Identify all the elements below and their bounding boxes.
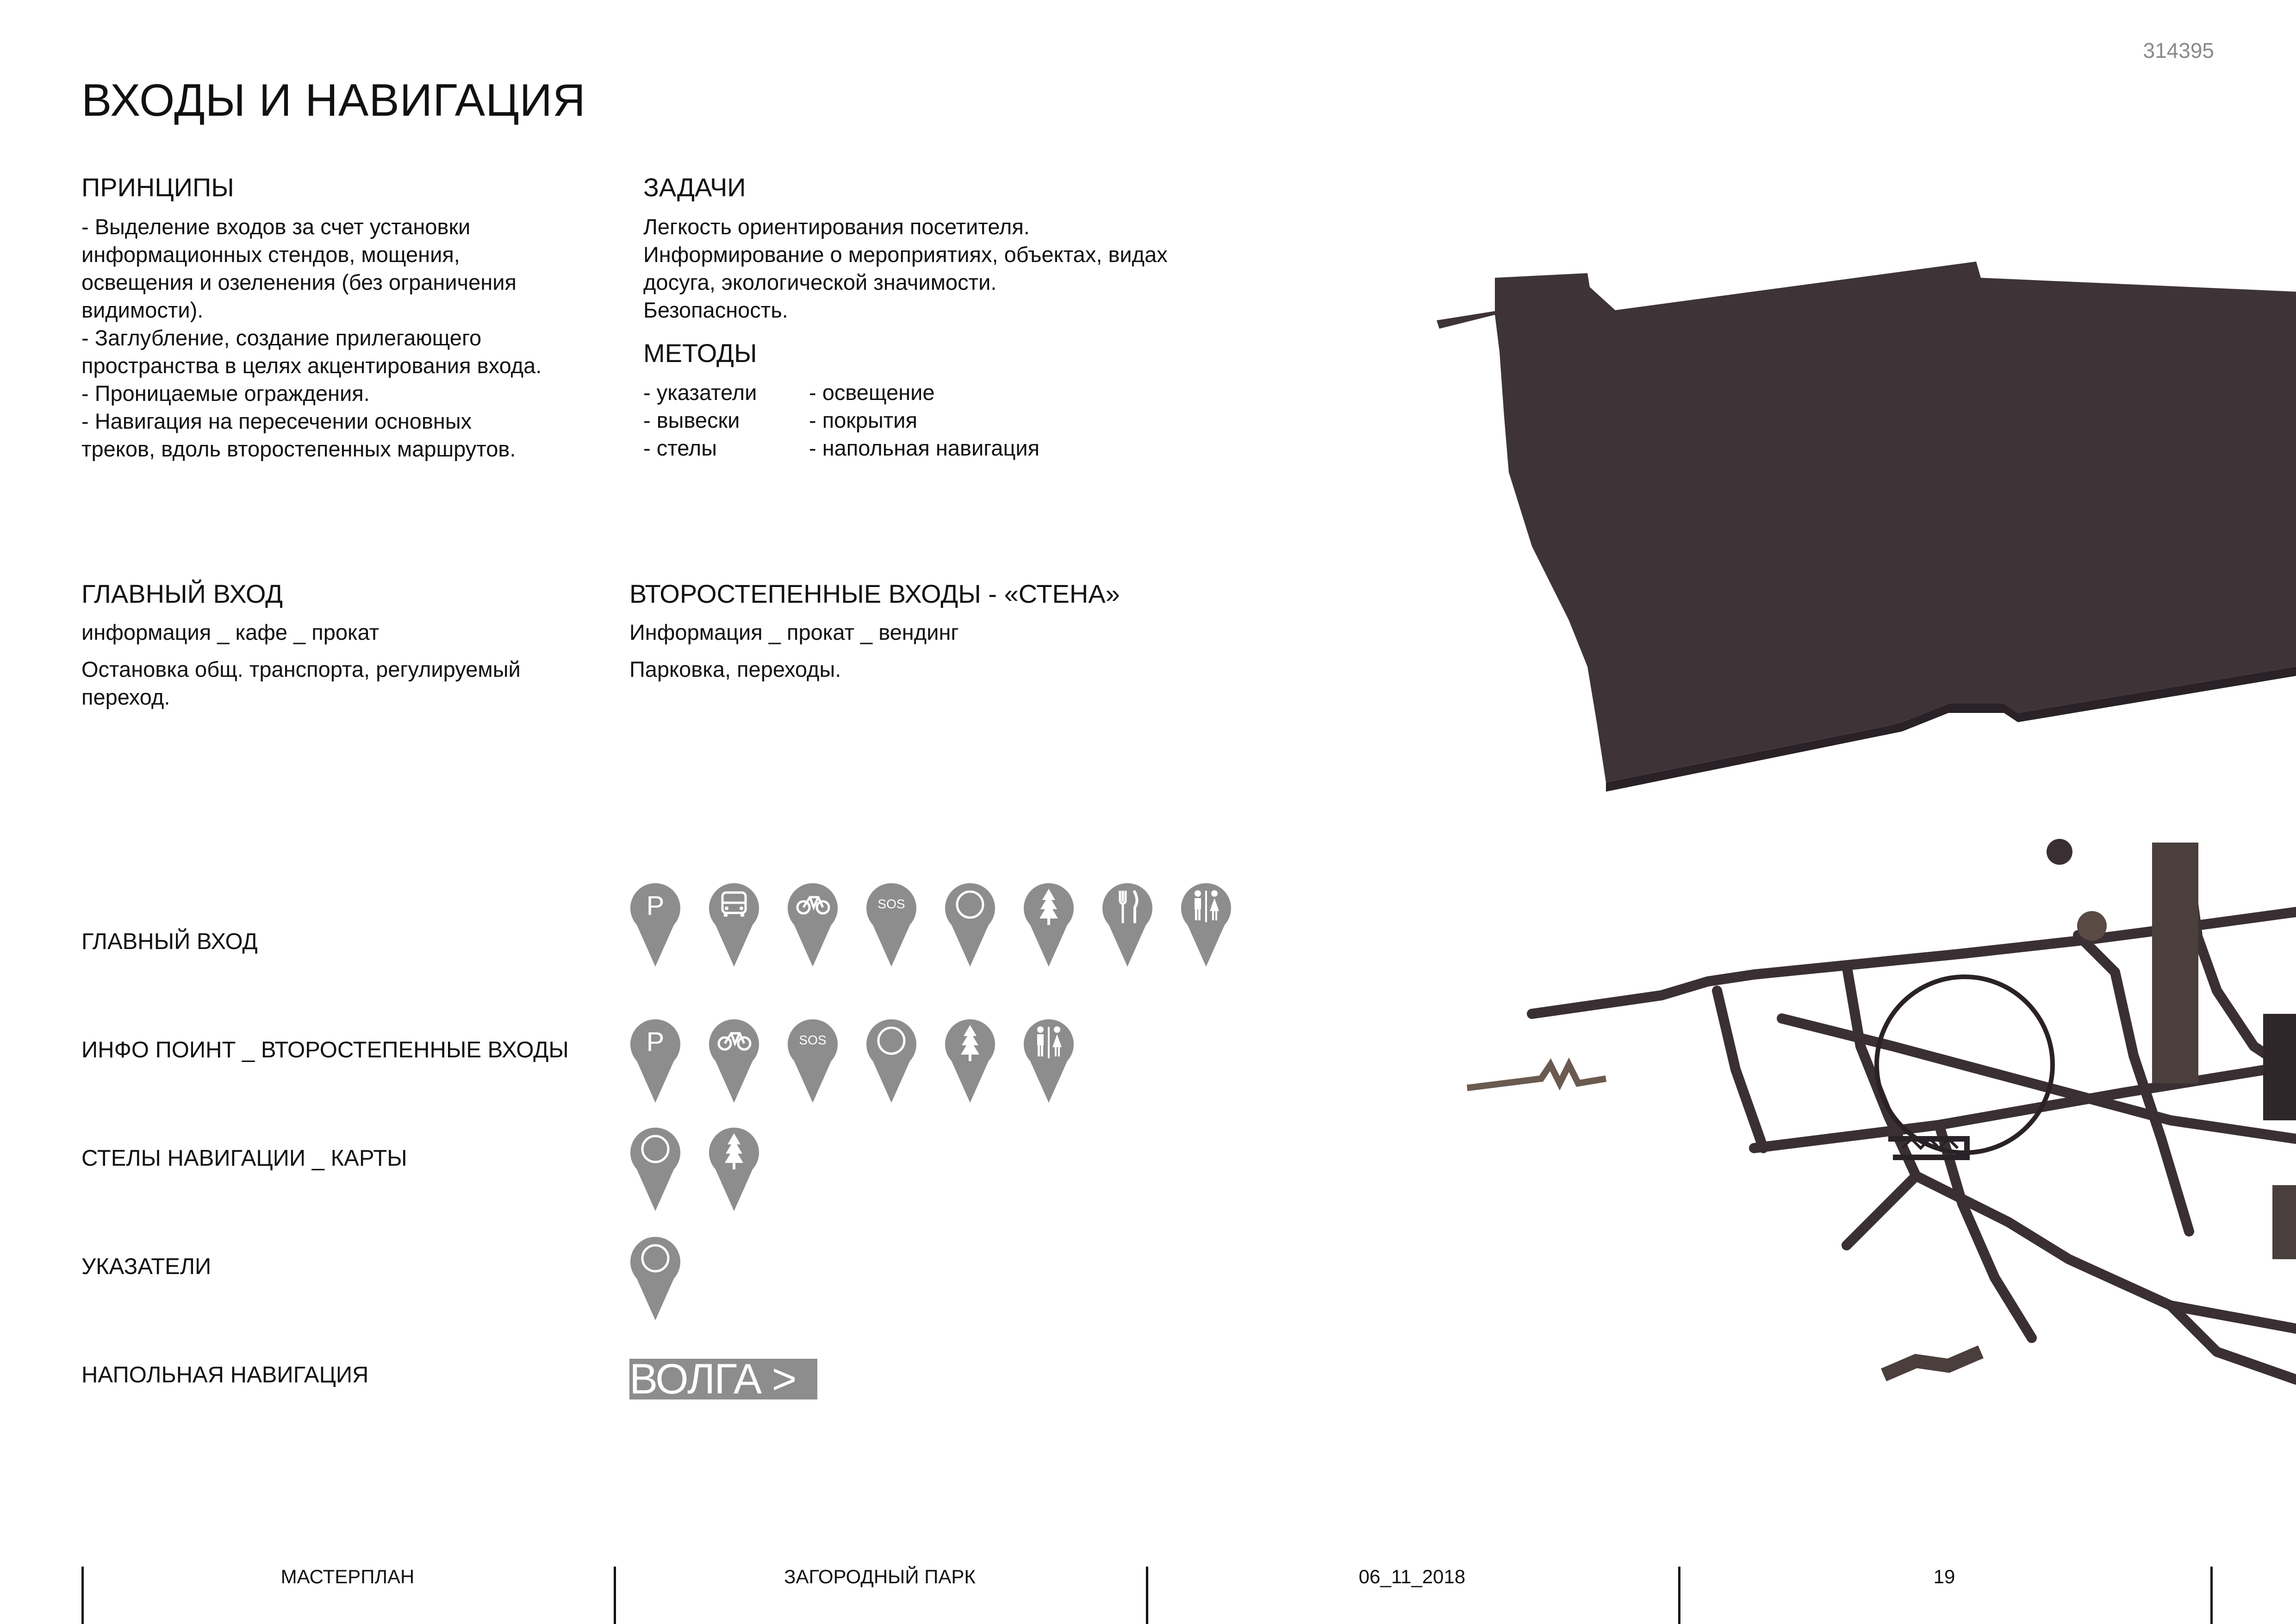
principles-line: пространства в целях акцентирования входа. <box>81 353 542 378</box>
main-entrance-line2 <box>81 656 521 711</box>
svg-text:P: P <box>646 891 665 921</box>
legend-row-label-info-point: ИНФО ПОИНТ _ ВТОРОСТЕПЕННЫЕ ВХОДЫ <box>81 1037 569 1062</box>
main-entrance-line1: информация _ кафе _ прокат <box>81 620 380 644</box>
footer-date: 06_11_2018 <box>1358 1566 1466 1587</box>
info-circle-icon <box>943 879 997 968</box>
page-code: 314395 <box>2143 38 2214 62</box>
principles-line: - Заглубление, создание прилегающего <box>81 325 482 350</box>
cafe-icon <box>1101 879 1154 968</box>
footer-page-number: 19 <box>1933 1566 1955 1587</box>
methods-col1 <box>643 379 757 462</box>
main-entrance-line2a: Остановка общ. транспорта, регулируемый <box>81 657 521 681</box>
principles-line: информационных стендов, мощения, <box>81 242 460 267</box>
principles-line: - Навигация на пересечении основных <box>81 409 472 433</box>
methods-col2 <box>809 379 1039 462</box>
footer-project: ЗАГОРОДНЫЙ ПАРК <box>784 1566 976 1587</box>
svg-text:SOS: SOS <box>799 1033 827 1047</box>
method-item: - освещение <box>809 380 935 405</box>
secondary-entrances-line2: Парковка, переходы. <box>629 657 841 681</box>
tasks-line: Безопасность. <box>643 298 788 322</box>
parking-icon <box>628 1015 682 1104</box>
legend-row-label-main-entrance: ГЛАВНЫЙ ВХОД <box>81 929 258 954</box>
sos-icon <box>865 879 918 968</box>
methods-heading: МЕТОДЫ <box>643 338 757 368</box>
bus-icon <box>707 879 761 968</box>
info-circle-icon <box>628 1232 682 1321</box>
info-circle-icon <box>628 1123 682 1212</box>
wc-icon <box>1179 879 1233 968</box>
sos-icon <box>786 1015 840 1104</box>
tasks-heading: ЗАДАЧИ <box>643 173 746 202</box>
tree-icon <box>1022 879 1076 968</box>
info-circle-icon <box>865 1015 918 1104</box>
principles-line: - Выделение входов за счет установки <box>81 214 471 239</box>
secondary-entrances-line1: Информация _ прокат _ вендинг <box>629 620 959 644</box>
main-entrance-line2b: переход. <box>81 685 170 709</box>
footer-divider <box>2210 1567 2213 1624</box>
wc-icon <box>1022 1015 1076 1104</box>
tasks-line: Легкость ориентирования посетителя. <box>643 214 1030 239</box>
parking-icon <box>628 879 682 968</box>
tasks-text <box>643 213 1168 324</box>
principles-line: освещения и озеленения (без ограничения <box>81 270 516 294</box>
svg-text:P: P <box>646 1027 665 1057</box>
method-item: - вывески <box>643 408 740 432</box>
method-item: - напольная навигация <box>809 436 1040 460</box>
secondary-entrances-heading: ВТОРОСТЕПЕННЫЕ ВХОДЫ - «СТЕНА» <box>629 579 1120 608</box>
bicycle-icon <box>707 1015 761 1104</box>
method-item: - стелы <box>643 436 717 460</box>
tree-icon <box>943 1015 997 1104</box>
principles-line: треков, вдоль второстепенных маршрутов. <box>81 437 516 461</box>
principles-line: - Проницаемые ограждения. <box>81 381 370 406</box>
bicycle-icon <box>786 879 840 968</box>
tree-icon <box>707 1123 761 1212</box>
park-model-illustration <box>1430 259 2296 1389</box>
footer-section: МАСТЕРПЛАН <box>280 1566 415 1587</box>
tasks-line: Информирование о мероприятиях, объектах, видах <box>643 242 1168 267</box>
tasks-line: досуга, экологической значимости. <box>643 270 997 294</box>
floor-navigation-sample: ВОЛГА > <box>629 1359 817 1399</box>
principles-heading: ПРИНЦИПЫ <box>81 173 234 202</box>
method-item: - указатели <box>643 380 757 405</box>
method-item: - покрытия <box>809 408 918 432</box>
legend-row-label-floor-nav: НАПОЛЬНАЯ НАВИГАЦИЯ <box>81 1362 369 1387</box>
principles-line: видимости). <box>81 298 204 322</box>
legend-row-label-signs: УКАЗАТЕЛИ <box>81 1254 212 1279</box>
main-entrance-heading: ГЛАВНЫЙ ВХОД <box>81 579 283 608</box>
page-title: ВХОДЫ И НАВИГАЦИЯ <box>81 75 586 125</box>
principles-text <box>81 213 541 463</box>
legend-row-label-steles: СТЕЛЫ НАВИГАЦИИ _ КАРТЫ <box>81 1146 407 1171</box>
svg-text:SOS: SOS <box>877 897 905 911</box>
